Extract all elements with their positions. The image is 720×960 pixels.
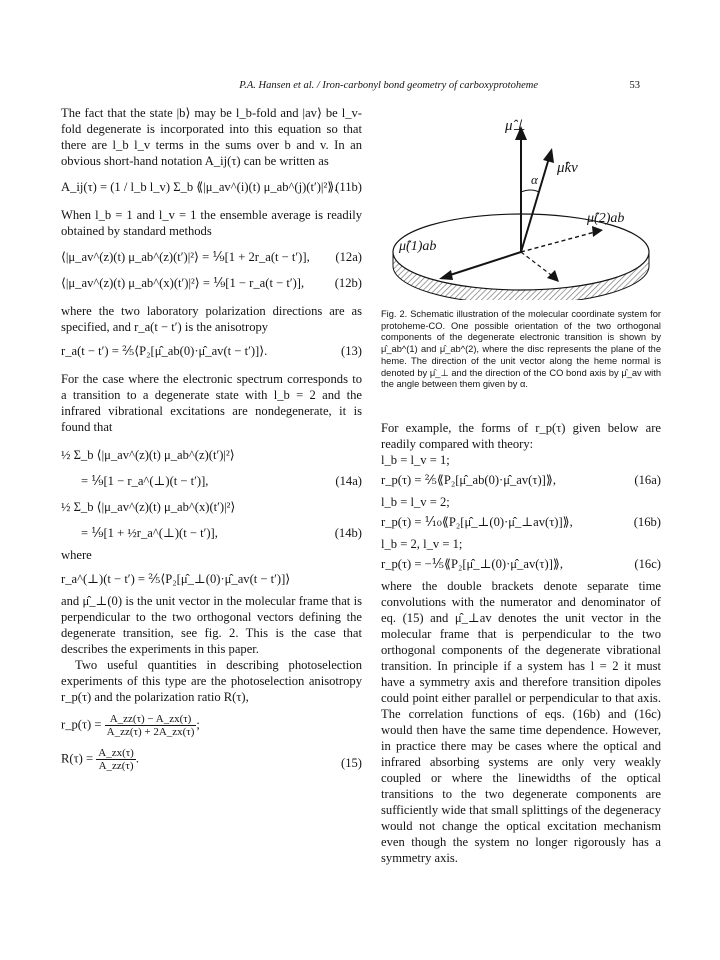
equation-text — [61, 713, 200, 738]
running-head: P.A. Hansen et al. / Iron-carbonyl bond geometry of carboxyprotoheme — [239, 80, 538, 91]
page-header — [0, 80, 720, 96]
equation-12b — [61, 271, 362, 297]
equation-text: ½ Σ_b ⟨|μ_av^(z)(t) μ_ab^(z)(t′)|²⟩ — [61, 448, 235, 462]
numerator: A_zz(τ) − A_zx(τ) — [105, 713, 197, 726]
equation-text: ⟨|μ_av^(z)(t) μ_ab^(z)(t′)|²⟩ = ⅑[1 + 2r_a(t − t′)], — [61, 250, 310, 264]
equation-16c — [381, 552, 661, 578]
equation-number: (16b) — [633, 515, 661, 529]
alpha-arc — [521, 190, 539, 192]
equation-number: (14a) — [335, 474, 362, 488]
equation-tail: . — [135, 751, 139, 766]
fraction — [96, 747, 136, 772]
numerator: A_zx(τ) — [98, 747, 134, 759]
equation-text: r_p(τ) = ⅖⟪P₂[μ̂_ab(0)·μ̂_av(τ)]⟫, — [381, 473, 556, 487]
heme-diagram — [381, 100, 661, 300]
equation-lhs: r_p(τ) = — [61, 717, 102, 732]
paragraph: and μ̂_⊥(0) is the unit vector in the molecular frame that is perpendicular to the two orthogonal vectors defining the degenerate transition, see fig. 2. This is the case that describes the experiments in this paper. — [61, 594, 362, 656]
equation-number: (15) — [341, 756, 362, 770]
equation-text: r_a(t − t′) = ⅖⟨P₂[μ̂_ab(0)·μ̂_av(t − t′)]⟩. — [61, 344, 268, 358]
paragraph: For the case where the electronic spectrum corresponds to a transition to a degenerate state with l_b = 2 and the infrared vibrational excitations are nondegenerate, it is found that — [61, 372, 362, 434]
equation-number: (12a) — [335, 250, 362, 264]
figure-caption: Fig. 2. Schematic illustration of the molecular coordinate system for protoheme-CO. One possible orientation of the two orthogonal components of the degenerate electronic transition is shown by μ̂_ab^(1) and μ̂_ab^(2), where the disc represents the plane of the heme. The direction of the unit vector along the heme normal is denoted by μ̂_⊥ and the direction of the CO bond axis by μ̂_av with the angle between them given by α. — [381, 309, 661, 390]
equation-16b — [381, 510, 661, 536]
alpha-label: α — [531, 172, 538, 187]
ab2-label: μ̂(2)ab — [587, 211, 625, 226]
equation-tail: ; — [196, 717, 200, 732]
fraction — [105, 713, 197, 738]
equation-r-perp — [61, 567, 362, 593]
equation-14a — [61, 469, 362, 495]
right-column — [381, 420, 661, 866]
condition: l_b = 2, l_v = 1; — [381, 537, 463, 551]
equation-14a-top — [61, 443, 362, 469]
left-column — [61, 105, 362, 779]
equation-12a — [61, 245, 362, 271]
equation-text: A_ij(τ) = (1 / l_b l_v) Σ_b ⟪|μ_av^(i)(t) μ_ab^(j)(t′)|²⟫. — [61, 180, 338, 194]
condition: l_b = l_v = 1; — [381, 453, 450, 467]
paragraph: For example, the forms of r_p(τ) given below are readily compared with theory: — [381, 421, 661, 451]
equation-lhs: R(τ) = — [61, 751, 94, 766]
equation-R — [61, 745, 362, 779]
equation-11b — [61, 175, 362, 201]
paragraph: When l_b = 1 and l_v = 1 the ensemble average is readily obtained by standard methods — [61, 208, 362, 238]
equation-text: ½ Σ_b ⟨|μ_av^(z)(t) μ_ab^(x)(t′)|²⟩ — [61, 500, 236, 514]
kv-label: μ̂kv — [557, 160, 578, 176]
perp-label: μ̂⊥ — [505, 118, 526, 134]
condition: l_b = l_v = 2; — [381, 495, 450, 509]
equation-rp — [61, 711, 362, 745]
equation-text: r_p(τ) = ⅒⟪P₂[μ̂_⊥(0)·μ̂_⊥av(τ)]⟫, — [381, 515, 573, 529]
paragraph: where — [61, 548, 92, 562]
ab1-label: μ̂(1)ab — [399, 239, 437, 254]
equation-number: (16a) — [634, 473, 661, 487]
equation-text: r_p(τ) = −⅕⟪P₂[μ̂_⊥(0)·μ̂_av(τ)]⟫, — [381, 557, 564, 571]
paragraph: where the two laboratory polarization directions are as specified, and r_a(t − t′) is the anisotropy — [61, 304, 362, 334]
equation-text — [61, 747, 139, 772]
figure-2 — [381, 100, 661, 300]
paragraph: The fact that the state |b⟩ may be l_b-fold and |av⟩ be l_v-fold degenerate is incorporated into this equation so that there are l_b l_v terms in the sums over b and v. In an obvious short-hand notation A_ij(τ) can be written as — [61, 106, 362, 168]
equation-text: = ⅑[1 + ½r_a^(⊥)(t − t′)], — [81, 526, 218, 540]
denominator: A_zz(τ) — [98, 760, 134, 772]
paragraph: Two useful quantities in describing photoselection experiments of this type are the photoselection anisotropy r_p(τ) and the polarization ratio R(τ), — [61, 658, 362, 704]
equation-14b-top — [61, 495, 362, 521]
denominator: A_zz(τ) + 2A_zx(τ) — [106, 726, 195, 738]
equation-text: ⟨|μ_av^(z)(t) μ_ab^(x)(t′)|²⟩ = ⅑[1 − r_a(t − t′)], — [61, 276, 305, 290]
equation-13 — [61, 339, 362, 365]
equation-number: (13) — [341, 344, 362, 358]
equation-text: = ⅑[1 − r_a^(⊥)(t − t′)], — [81, 474, 209, 488]
equation-16a — [381, 468, 661, 494]
equation-text: r_a^(⊥)(t − t′) = ⅖⟨P₂[μ̂_⊥(0)·μ̂_av(t − t′)]⟩ — [61, 572, 291, 586]
arrow-head-icon — [543, 148, 554, 163]
page-number: 53 — [629, 80, 640, 91]
equation-number: (14b) — [334, 526, 362, 540]
equation-number: (16c) — [634, 557, 661, 571]
equation-number: (11b) — [335, 180, 362, 194]
equation-14b — [61, 521, 362, 547]
paragraph: where the double brackets denote separate time convolutions with the numerator and denominator of eq. (15) and μ̂_⊥av denotes the unit vector in the molecular frame that is perpendicular to the two orthogonal components of the degenerate vibrational transition. In principle if a system has l = 2 it must have a symmetry axis and therefore transition dipoles could point either parallel or perpendicular to that axis. The correlation functions of eqs. (16b) and (16c) would then have the same time dependence. However, in practice there may be cases where the optical and infrared absorbing systems are only very weakly coupled or where the linewidths of the optical transitions to the two degenerate components are sufficiently wide that small splittings of the degeneracy would not change the optical excitation mechanism even though the system no longer rigorously has a symmetry axis. — [381, 579, 661, 865]
equation-number: (12b) — [334, 276, 362, 290]
